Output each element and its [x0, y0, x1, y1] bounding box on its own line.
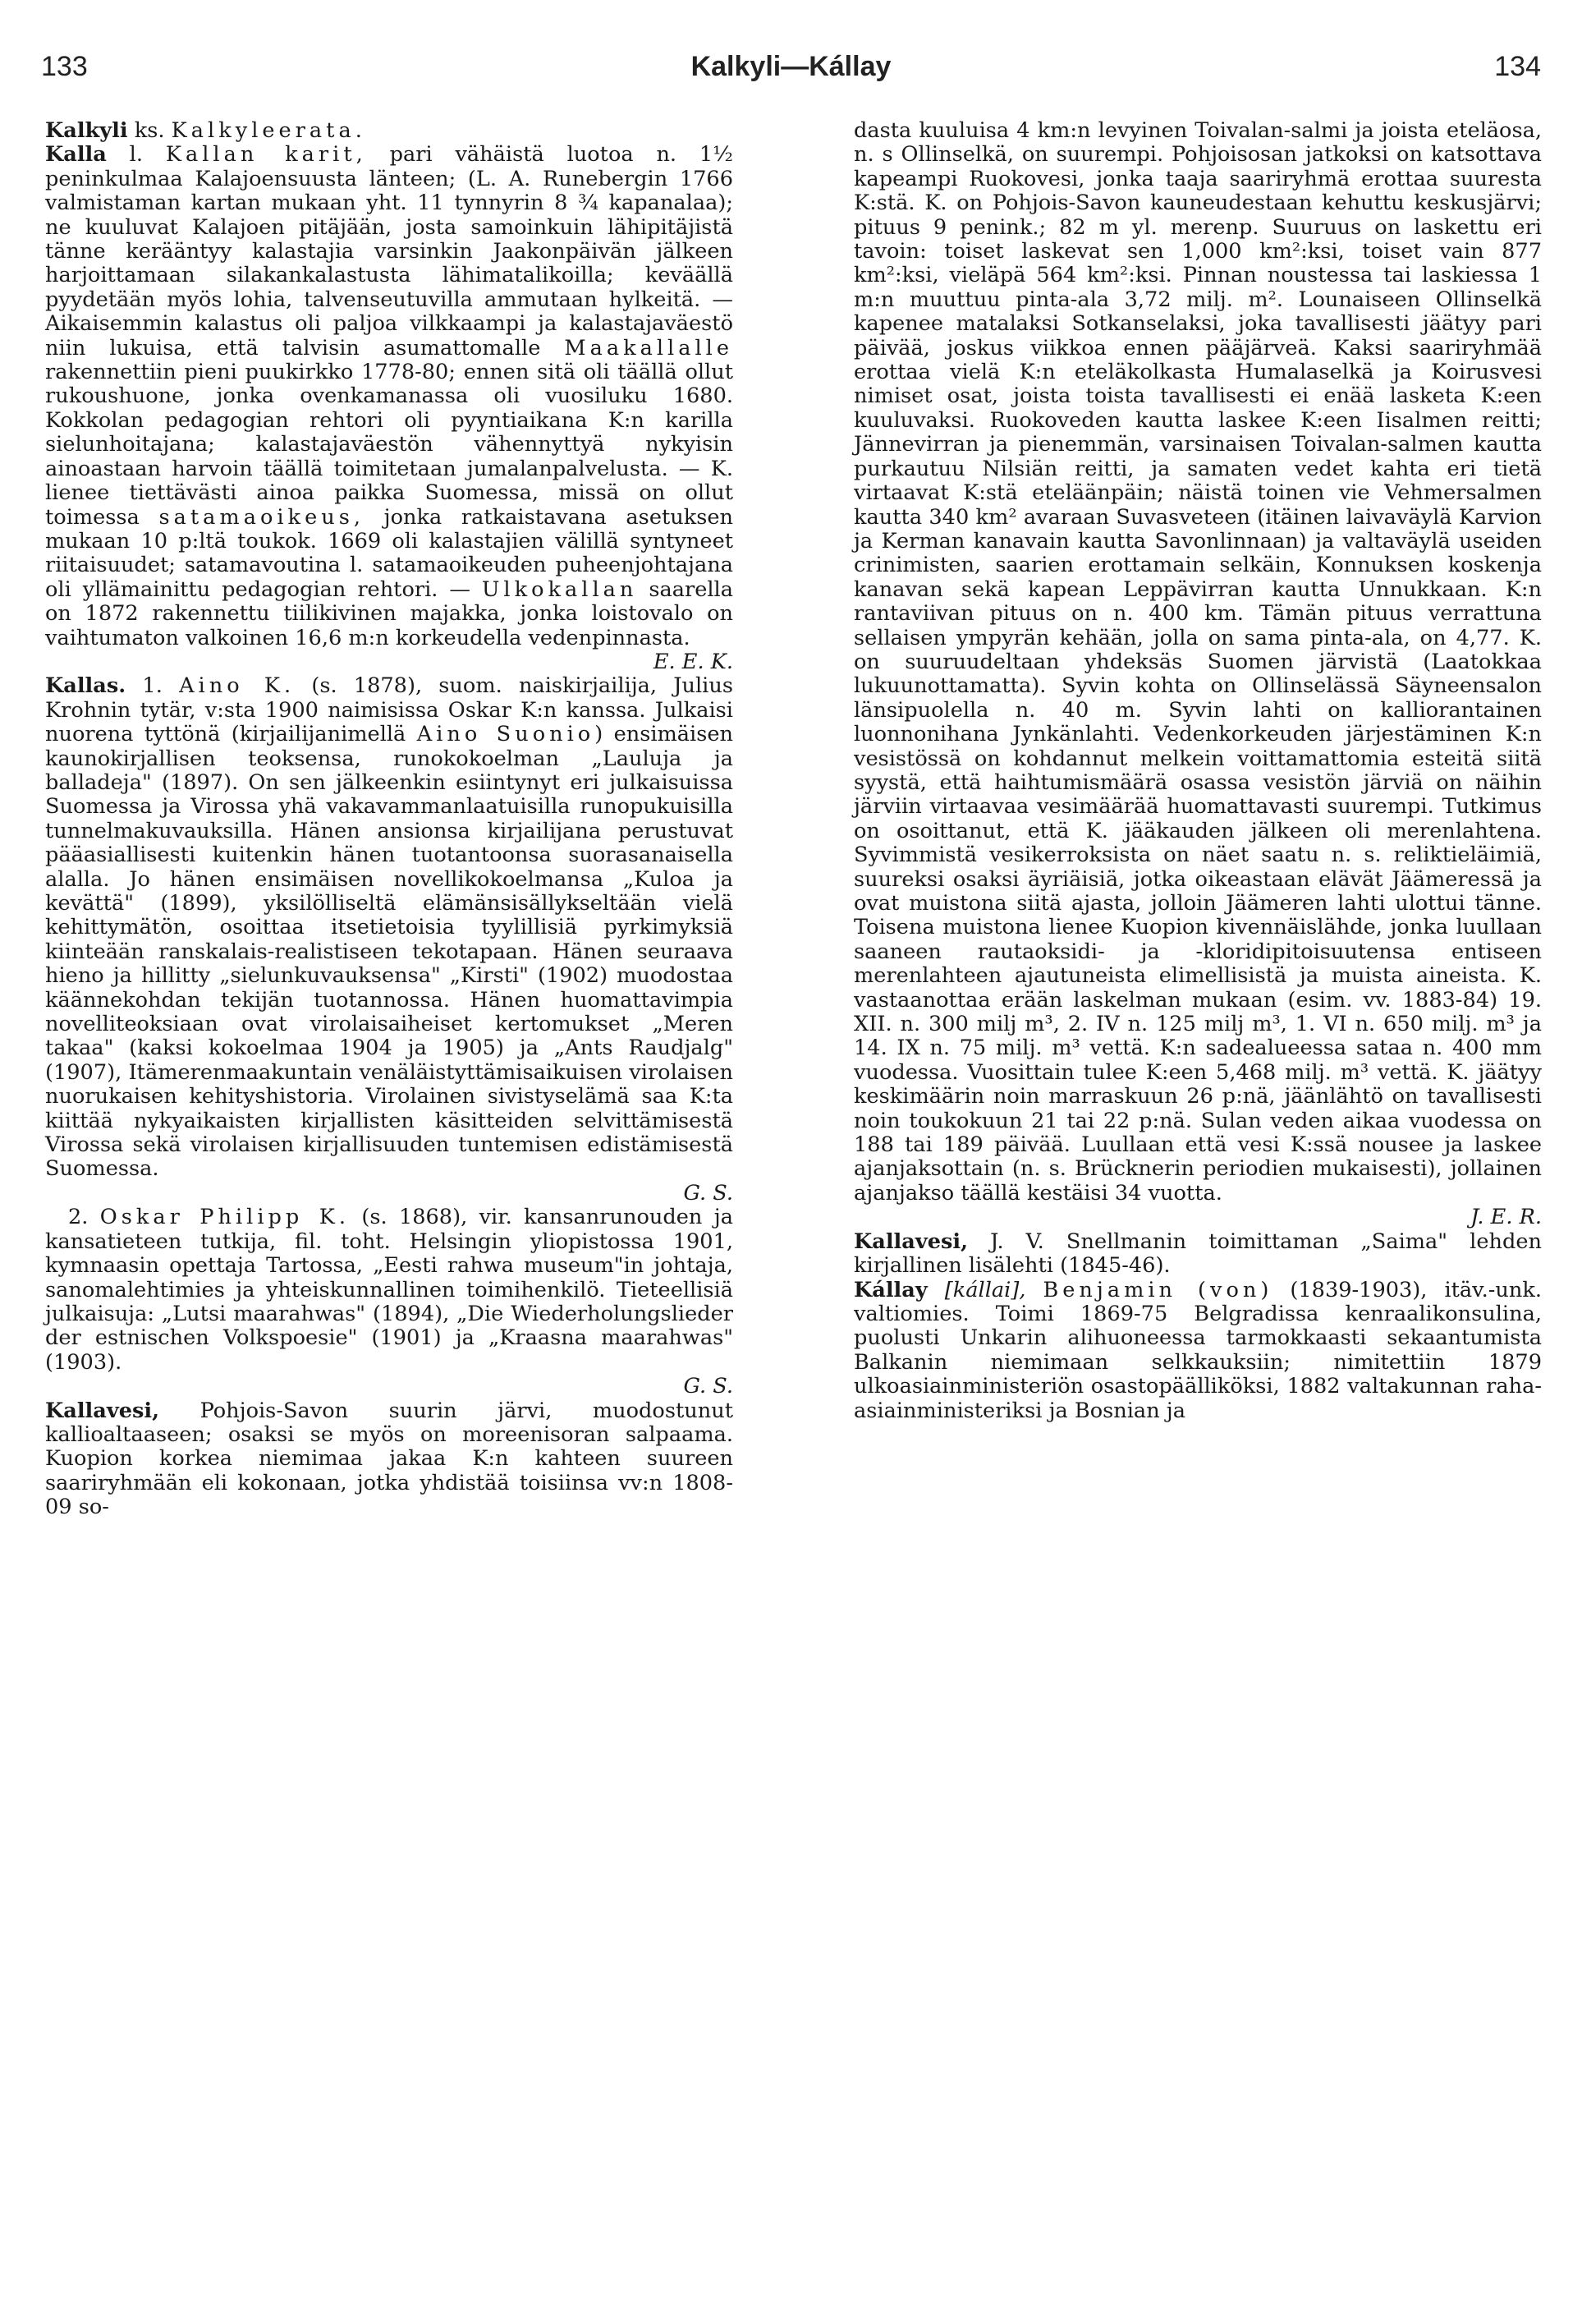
- entry-kallas-oskar: [45, 1206, 733, 1375]
- entry-kallay: [854, 1279, 1542, 1423]
- entry-kallavesi-continued: dasta kuuluisa 4 km:n levyinen Toivalan-salmi ja joista eteläosa, n. s Ollinselkä, on suurempi. Pohjoisosan jatkoksi on katsottava kapeampi Ruokovesi, jonka taaja saariryhmä erottaa suuresta K:stä. K. on Pohjois-Savon kauneudestaan kehuttu keskusjärvi; pituus 9 penink.; 82 m yl. merenp. Suuruus on laskettu eri tavoin: toiset laskevat sen 1,000 km²:ksi, toiset vain 877 km²:ksi, vieläpä 564 km²:ksi. Pinnan noustessa tai laskiessa 1 m:n muuttuu pinta-ala 3,72 milj. m². Lounaiseen Ollinselkä kapenee matalaksi Sotkanselaksi, joka tavallisesti jäätyy pari päivää, joskus viikkoa ennen pääjärveä. Kaksi saariryhmää erottaa vielä K:n eteläkolkasta Humalaselkä ja Koirusvesi nimiset osat, joista toista tavallisesti ei enää lasketa K:een kuuluvaksi. Ruokoveden kautta laskee K:een Iisalmen reitti; Jännevirran ja pienemmän, varsinaisen Toivalan-salmen kautta purkautuu Nilsiän reitti, ja samaten vedet kahta eri tietä virtaavat K:stä eteläänpäin; näistä toinen vie Vehmersalmen kautta 340 km² avaraan Suvasveteen (itäinen laivaväylä Karvion ja Kerman kanavain kautta Savonlinnaan) ja valtaväylä useiden crinimisten, saarien erottamain selkäin, Konnuksen koskenja kanavan sekä kapean Leppävirran kautta Unnukkaan. K:n rantaviivan pituus on n. 400 km. Tämän pituus verrattuna sellaisen ympyrän kehään, jolla on sama pinta-ala, on 4,77. K. on suuruudeltaan yhdeksäs Suomen järvistä (Laatokkaa lukuunottamatta). Syvin kohta on Ollinselässä Säyneensalon länsipuolella n. 40 m. Syvin lahti on kalliorantainen luonnonihana Jynkänlahti. Vedenkorkeuden järjestäminen K:n vesistössä on kohdannut melkein voittamattomia esteitä siitä syystä, että haihtumismäärä osassa vesistön järviä on näihin järviin virtaavaa vesimäärää huomattavasti suurempi. Tutkimus on osoittanut, että K. jääkauden jälkeen oli merenlahtena. Syvimmistä vesikerroksista on näet saatu n. s. reliktieläimiä, suureksi osaksi äyriäisiä, jotka oikeastaan elävät Jäämeressä ja ovat muistona siitä ajasta, jolloin Jäämeren lahti ulottui tänne. Toisena muistona lienee Kuopion kivennäislähde, jonka luullaan saaneen rautaoksidi- ja -kloridipitoisuutensa entiseen merenlahteen ajautuneista elimellisistä ja muista aineista. K. vastaanottaa erään laskelman mukaan (esim. vv. 1883-84) 19. XII. n. 300 milj m³, 2. IV n. 125 milj m³, 1. VI n. 650 milj. m³ ja 14. IX n. 75 milj. m³ vettä. K:n sadealueessa sataa n. 400 mm vuodessa. Vuosittain tulee K:een 5,468 milj. m³ vettä. K. jäätyy keskimäärin noin marraskuun 26 p:nä, jäänlähtö on tavallisesti noin toukokuun 21 tai 22 p:nä. Sulan veden aikaa vuodessa on 188 tai 189 päivää. Luullaan että vesi K:ssä nousee ja laskee ajanjaksottain (n. s. Brücknerin periodien mukaisesti), jollainen ajanjakso täällä kestäisi 34 vuotta.: [854, 118, 1542, 1206]
- headword: Kallas.: [45, 673, 126, 699]
- headword: Kállay: [854, 1277, 928, 1302]
- entry-text: 2.: [68, 1205, 100, 1230]
- spaced-term: Kallan karit,: [165, 142, 367, 168]
- entry-text: ) ensimäisen kaunokirjallisen teoksensa, runokokoelman „Lauluja ja balladeja" (1897). On sen jälkeenkin esiintynyt eri julkaisuissa Suomessa ja Virossa yhä vakavammanlaatuisilla runopukuisilla tunnelmakuvauksilla. Hänen ansionsa kirjailijana perustuvat pääasiallisesti kuitenkin hänen tuotantoonsa suorasanaisella alalla. Jo hänen ensimäisen novellikokoelmansa „Kuloa ja kevättä" (1899), yksilölliseltä elämänsisällykseltään vielä kehittymätön, osoittaa itsetietoisia tyylillisiä pyrkimyksiä kiinteään ranskalais-realistiseen tekotapaan. Hänen seuraava hieno ja hillitty „sielunkuvauksensa" „Kirsti" (1902) muodostaa käännekohdan tekijän tuotannossa. Hänen huomattavimpia novelliteoksiaan ovat virolaisaiheiset kertomukset „Meren takaa" (kaksi kokoelmaa 1904 ja 1905) ja „Ants Raudjalg" (1907), Itämerenmaakuntain venäläistyttämisaikuisen virolaisen nuorukaisen kehityshistoria. Virolainen sivistyselämä saa K:ta kiittää nykyaikaisten kirjallisten käsitteiden selvittämisestä Virossa sekä virolaisen kirjallisuuden tuntemisen edistämisestä Suomessa.: [45, 722, 733, 1182]
- entry-text: 1.: [126, 673, 180, 699]
- spaced-term: Aino Suonio: [416, 722, 595, 747]
- page-number-left: 133: [41, 51, 88, 82]
- spaced-term: Aino K.: [179, 673, 296, 699]
- left-column: [45, 119, 733, 1520]
- spaced-term: satamaoikeus,: [158, 504, 365, 530]
- entry-text: pari vähäistä luotoa n. 1½ peninkulmaa Kalajoensuusta länteen; (L. A. Runebergin 1766 valmistaman kartan mukaan yht. 11 tynnyrin 8 ¾ kapanalaa); ne kuuluvat Kalajoen pitäjään, josta samoinkuin lähipitäjistä tänne kerääntyy kalastajia varsinkin Jaakonpäivän jälkeen harjoittamaan silakankalastusta lähimatalikoilla; keväällä pyydetään myös lohia, talvenseutuvilla ammutaan hylkeitä. — Aikaisemmin kalastus oli paljoa vilkkaampi ja kalastajaväestö niin lukuisa, että talvisin asumattomalle: [45, 142, 733, 361]
- page-header: [41, 51, 1541, 100]
- headword: Kallavesi,: [854, 1229, 969, 1254]
- entry-text: J. V. Snellmanin toimittaman „Saima" lehden kirjallinen lisälehti (1845-46).: [854, 1229, 1542, 1279]
- entry-text: (s. 1878), suom. naiskirjailija, Julius Krohnin tytär, v:sta 1900 naimisissa Oskar K:n kanssa. Julkaisi nuorena tyttönä (kirjailijanimellä: [45, 673, 733, 747]
- page-number-right: 134: [1494, 51, 1541, 82]
- signature: E. E. K.: [653, 649, 733, 674]
- entry-text: [kállai],: [927, 1277, 1043, 1302]
- entry-text: jonka ratkaistavana asetuksen mukaan 10 p:ltä toukok. 1669 oli kalastajien välillä syntyneet riitaisuudet; satamavoutina l. satamaoikeuden puheenjohtajana oli yllämainittu pedagogian rehtori. —: [45, 504, 734, 602]
- signature: G. S.: [683, 1374, 733, 1399]
- entry-text: (1839-1903), itäv.-unk. valtiomies. Toimi 1869-75 Belgradissa kenraalikonsulina, puolusti Unkarin alihuoneessa tarmokkaasti sekaantumista Balkanin niemimaan selkkauksiin; nimitettiin 1879 ulkoasiainministeriön osastopäälliköksi, 1882 valtakunnan raha-asiainministeriksi ja Bosnian ja: [854, 1277, 1542, 1423]
- spaced-term: Oskar Philipp K.: [99, 1205, 350, 1230]
- entry-kalla: [45, 143, 733, 650]
- cross-reference: Kalkyleerata.: [171, 118, 366, 143]
- entry-text: Pohjois-Savon suurin järvi, muodostunut kallioaltaaseen; osaksi se myös on moreenisoran salpaama. Kuopion korkea niemimaa jakaa K:n kahteen suureen saariryhmään eli kokonaan, jotka yhdistää toisiinsa vv:n 1808-09 so-: [45, 1398, 733, 1520]
- entry-text: saarella on 1872 rakennettu tiilikivinen majakka, jonka loistovalo on vaihtumaton valkoinen 16,6 m:n korkeudella vedenpinnasta.: [45, 576, 733, 650]
- headword: Kalkyli: [45, 118, 128, 143]
- spaced-term: Ulkokallan: [481, 576, 638, 602]
- headword: Kallavesi,: [45, 1398, 160, 1423]
- headword: Kalla: [45, 142, 107, 168]
- entry-text: l.: [106, 142, 166, 168]
- right-column: [854, 119, 1542, 1423]
- running-title: Kalkyli—Kállay: [690, 51, 892, 82]
- entry-text: rakennettiin pieni puukirkko 1778-80; ennen sitä oli täällä ollut rukoushuone, jonka ovenkamanassa oli vuosiluku 1680. Kokkolan pedagogian rehtori oli pyyntiaikana K:n karilla sielunhoitajana; kalastajaväestön vähennyttyä nykyisin ainoastaan harvoin täällä toimitetaan jumalanpalvelusta. — K. lienee tiettävästi ainoa paikka Suomessa, missä on ollut toimessa: [45, 360, 733, 530]
- entry-kallavesi: [45, 1399, 733, 1520]
- signature: J. E. R.: [1470, 1205, 1542, 1230]
- entry-text: (s. 1868), vir. kansanrunouden ja kansatieteen tutkija, fil. toht. Helsingin yliopistossa 1901, kymnaasin opettaja Tartossa, „Eesti rahwa museum"in johtaja, sanomalehtimies ja yhteiskunnallinen toimihenkilö. Tieteellisiä julkaisuja: „Lutsi maarahwas" (1894), „Die Wiederholungslieder der estnischen Volkspoesie" (1901) ja „Kraasna maarahwas" (1903).: [45, 1205, 733, 1375]
- entry-kallas: [45, 674, 733, 1182]
- spaced-term: Benjamin (von): [1043, 1277, 1273, 1302]
- entry-kalkyli: [45, 119, 733, 143]
- spaced-term: Maakallalle: [564, 335, 733, 361]
- entry-text: ks.: [127, 118, 172, 143]
- signature: G. S.: [683, 1180, 733, 1206]
- entry-kallavesi-lehti: [854, 1230, 1542, 1279]
